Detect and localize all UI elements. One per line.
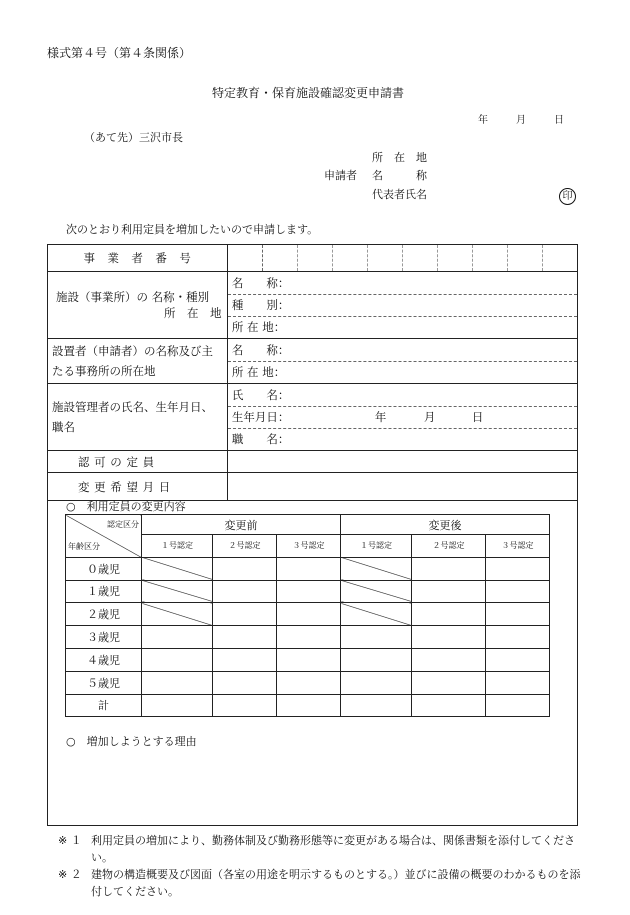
capacity-cell[interactable]: [412, 671, 486, 694]
capacity-cell[interactable]: [142, 648, 213, 671]
capacity-row: [66, 580, 550, 603]
note-1-mark: ※ １: [58, 834, 82, 847]
after-cert-2: ２号認定: [412, 535, 486, 558]
capacity-row: [66, 557, 550, 580]
capacity-row: [66, 603, 550, 626]
business-number-label: 事 業 者 番 号: [48, 245, 228, 272]
capacity-cell[interactable]: [213, 557, 277, 580]
capacity-cell[interactable]: [412, 603, 486, 626]
date-day: 日: [554, 115, 564, 126]
after-cert-1: １号認定: [341, 535, 412, 558]
manager-birth-field[interactable]: [228, 407, 577, 429]
business-number-digit[interactable]: [368, 245, 403, 271]
business-number-digit[interactable]: [438, 245, 473, 271]
capacity-cell[interactable]: [277, 648, 341, 671]
capacity-cell[interactable]: [142, 671, 213, 694]
manager-row: [48, 384, 578, 451]
corner-cell: [66, 515, 142, 558]
applicant-name-label: 名 称: [372, 169, 427, 182]
note-2-text: 建物の構造概要及び図面（各室の用途を明示するものとする。）並びに設備の概要のわかるものを添付してください。: [91, 868, 581, 898]
capacity-cell[interactable]: [412, 648, 486, 671]
capacity-cell[interactable]: [486, 580, 550, 603]
facility-name-field[interactable]: 名 称：: [228, 273, 577, 295]
business-number-digit[interactable]: [508, 245, 543, 271]
capacity-row: [66, 648, 550, 671]
business-number-row: [48, 245, 578, 272]
before-cert-2: ２号認定: [213, 535, 277, 558]
approved-capacity-label: 認 可 の 定 員: [48, 451, 228, 473]
desired-date-label: 変 更 希 望 月 日: [48, 473, 228, 501]
capacity-cell[interactable]: [213, 694, 277, 717]
addressee: （あて先）三沢市長: [84, 131, 183, 144]
installer-row: [48, 339, 578, 384]
capacity-cell[interactable]: [412, 580, 486, 603]
not-applicable-cell: [341, 557, 412, 580]
capacity-cell[interactable]: [486, 603, 550, 626]
not-applicable-cell: [142, 580, 213, 603]
capacity-cell[interactable]: [277, 603, 341, 626]
facility-label: [48, 272, 228, 339]
capacity-cell[interactable]: [486, 694, 550, 717]
facility-label-line1: 施設（事業所）の 名称・種別: [56, 290, 210, 304]
capacity-cell[interactable]: [213, 580, 277, 603]
birth-day-unit: 日: [471, 409, 484, 424]
manager-birth-label: 生年月日：: [231, 409, 290, 424]
capacity-header-row: [66, 515, 550, 535]
capacity-cell[interactable]: [341, 671, 412, 694]
business-number-digit[interactable]: [333, 245, 368, 271]
capacity-cell[interactable]: [213, 671, 277, 694]
not-applicable-cell: [341, 603, 412, 626]
age-label: １歳児: [66, 580, 142, 603]
facility-label-line2: 所 在 地: [164, 306, 222, 320]
approved-capacity-row: [48, 451, 578, 473]
manager-fields: [227, 384, 577, 451]
capacity-cell[interactable]: [412, 557, 486, 580]
before-header: 変更前: [142, 515, 341, 535]
age-label: ５歳児: [66, 671, 142, 694]
capacity-cell[interactable]: [277, 580, 341, 603]
not-applicable-cell: [142, 557, 213, 580]
business-number-digit[interactable]: [473, 245, 508, 271]
intro-text: 次のとおり利用定員を増加したいので申請します。: [66, 223, 319, 236]
corner-bottom-label: 年齢区分: [68, 541, 100, 551]
capacity-cell[interactable]: [486, 648, 550, 671]
not-applicable-cell: [142, 603, 213, 626]
capacity-cell[interactable]: [213, 603, 277, 626]
form-number: 様式第４号（第４条関係）: [47, 46, 192, 60]
business-number-digit[interactable]: [263, 245, 298, 271]
corner-top-label: 認定区分: [107, 520, 139, 529]
facility-fields: [227, 272, 577, 339]
business-number-digit[interactable]: [403, 245, 438, 271]
application-table: [47, 244, 578, 501]
facility-row: [48, 272, 578, 339]
before-cert-1: １号認定: [142, 535, 213, 558]
approved-capacity-field[interactable]: [227, 451, 577, 473]
capacity-cell[interactable]: [486, 557, 550, 580]
date-month: 月: [516, 115, 526, 126]
seal-mark: [559, 184, 576, 205]
birth-month-unit: 月: [423, 409, 436, 424]
capacity-cell[interactable]: [341, 648, 412, 671]
age-label: ２歳児: [66, 603, 142, 626]
before-cert-3: ３号認定: [277, 535, 341, 558]
business-number-cells[interactable]: [227, 245, 577, 272]
age-label: ３歳児: [66, 626, 142, 649]
business-number-digit[interactable]: [543, 245, 577, 271]
capacity-cell[interactable]: [142, 626, 213, 649]
applicant-rep-label: 代表者氏名: [372, 188, 427, 201]
note-2-mark: ※ ２: [58, 868, 82, 881]
capacity-row: [66, 694, 550, 717]
applicant-address-label: 所 在 地: [372, 151, 427, 164]
capacity-cell[interactable]: [213, 648, 277, 671]
capacity-cell[interactable]: [142, 694, 213, 717]
reason-heading: ○ 増加しようとする理由: [66, 735, 197, 748]
capacity-table: [65, 514, 550, 717]
manager-name-field[interactable]: 氏 名：: [228, 385, 577, 407]
capacity-cell[interactable]: [277, 557, 341, 580]
capacity-cell[interactable]: [277, 694, 341, 717]
birth-year-unit: 年: [374, 409, 387, 424]
facility-address-field[interactable]: 所 在 地：: [231, 319, 286, 334]
age-label: ４歳児: [66, 648, 142, 671]
capacity-cell[interactable]: [486, 671, 550, 694]
business-number-digit[interactable]: [298, 245, 333, 271]
change-heading: ○ 利用定員の変更内容: [66, 500, 186, 513]
facility-type-field[interactable]: 種 別：: [228, 295, 577, 317]
not-applicable-cell: [341, 580, 412, 603]
installer-fields: [227, 339, 577, 384]
capacity-cell[interactable]: [277, 671, 341, 694]
after-cert-3: ３号認定: [486, 535, 550, 558]
business-number-digit[interactable]: [228, 245, 263, 271]
manager-title-field[interactable]: 職 名：: [231, 431, 290, 446]
capacity-cell[interactable]: [412, 694, 486, 717]
capacity-cell[interactable]: [412, 626, 486, 649]
capacity-row: [66, 671, 550, 694]
manager-label: 施設管理者の氏名、生年月日、職名: [48, 384, 228, 451]
seal-icon: 印: [559, 188, 576, 205]
date-year: 年: [478, 115, 488, 126]
capacity-row: [66, 626, 550, 649]
capacity-cell[interactable]: [277, 626, 341, 649]
capacity-cell[interactable]: [341, 626, 412, 649]
capacity-cell[interactable]: [213, 626, 277, 649]
page-title: 特定教育・保育施設確認変更申請書: [212, 86, 405, 100]
age-label: 計: [66, 694, 142, 717]
installer-address-field[interactable]: 所 在 地：: [231, 364, 286, 379]
age-label: ０歳児: [66, 557, 142, 580]
installer-label: 設置者（申請者）の名称及び主たる事務所の所在地: [48, 339, 228, 384]
capacity-cell[interactable]: [486, 626, 550, 649]
note-1-text: 利用定員の増加により、勤務体制及び勤務形態等に変更がある場合は、関係書類を添付してください。: [91, 834, 575, 864]
capacity-cell[interactable]: [341, 694, 412, 717]
installer-name-field[interactable]: 名 称：: [228, 340, 577, 362]
applicant-label: 申請者: [324, 169, 357, 182]
after-header: 変更後: [341, 515, 550, 535]
